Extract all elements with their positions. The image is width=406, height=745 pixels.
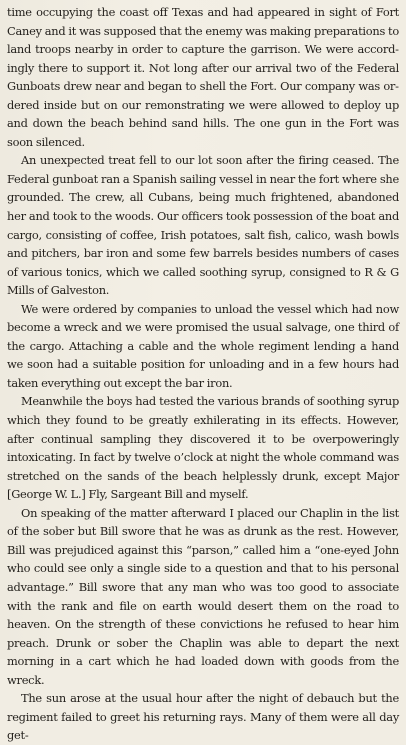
paragraph-5: On speaking of the matter afterward I placed our Chaplin in the list of the sober but Bill swore that he was as drunk as the rest. However, Bill was prejudiced against this “parson,” called him a “one-eyed John who could see only a single side to a question and that to his personal advantage.” Bill swore that any man who was too good to associate with the rank and file on earth would desert them on the road to heaven. On the strength of these convictions he refused to hear him preach. Drunk or sober the Chaplin was able to depart the next morning in a cart which he had loaded down with goods from the wreck. <box>7 505 399 687</box>
paragraph-1: time occupying the coast off Texas and had appeared in sight of Fort Caney and it was supposed that the enemy was making preparations to land troops nearby in order to capture the garrison. We were accordingly there to support it. Not long after our arrival two of the Federal Gunboats drew near and began to shell the Fort. Our company was ordered inside but on our remonstrating we were allowed to deploy up and down the beach behind sand hills. The one gun in the Fort was soon silenced. <box>7 5 399 149</box>
paragraph-6: The sun arose at the usual hour after the night of debauch but the regiment failed to greet his returning rays. Many of them were all day get- <box>7 691 399 743</box>
paragraph-3: We were ordered by companies to unload the vessel which had now become a wreck and we were promised the usual salvage, one third of the cargo. Attaching a cable and the whole regiment lending a hand we soon had a suitable position for unloading and in a few hours had taken everything out except the bar iron. <box>7 301 399 390</box>
paragraph-2: An unexpected treat fell to our lot soon after the firing ceased. The Federal gunboat ran a Spanish sailing vessel in near the fort where she grounded. The crew, all Cubans, being much frightened, abandoned her and took to the woods. Our officers took possession of the boat and cargo, consisting of coffee, Irish potatoes, salt fish, calico, wash bowls and pitchers, bar iron and some few barrels besides numbers of cases of various tonics, which we called soothing syrup, consigned to R & G Mills of Galveston. <box>7 153 399 298</box>
paragraph-4: Meanwhile the boys had tested the various brands of soothing syrup which they found to be greatly exhilerating in its effects. However, after continual sampling they discovered it to be overpoweringly intoxicating. In fact by twelve o’clock at night the whole command was stretched on the sands of the beach helplessly drunk, except Major [George W. L.] Fly, Sargeant Bill and myself. <box>7 394 399 502</box>
